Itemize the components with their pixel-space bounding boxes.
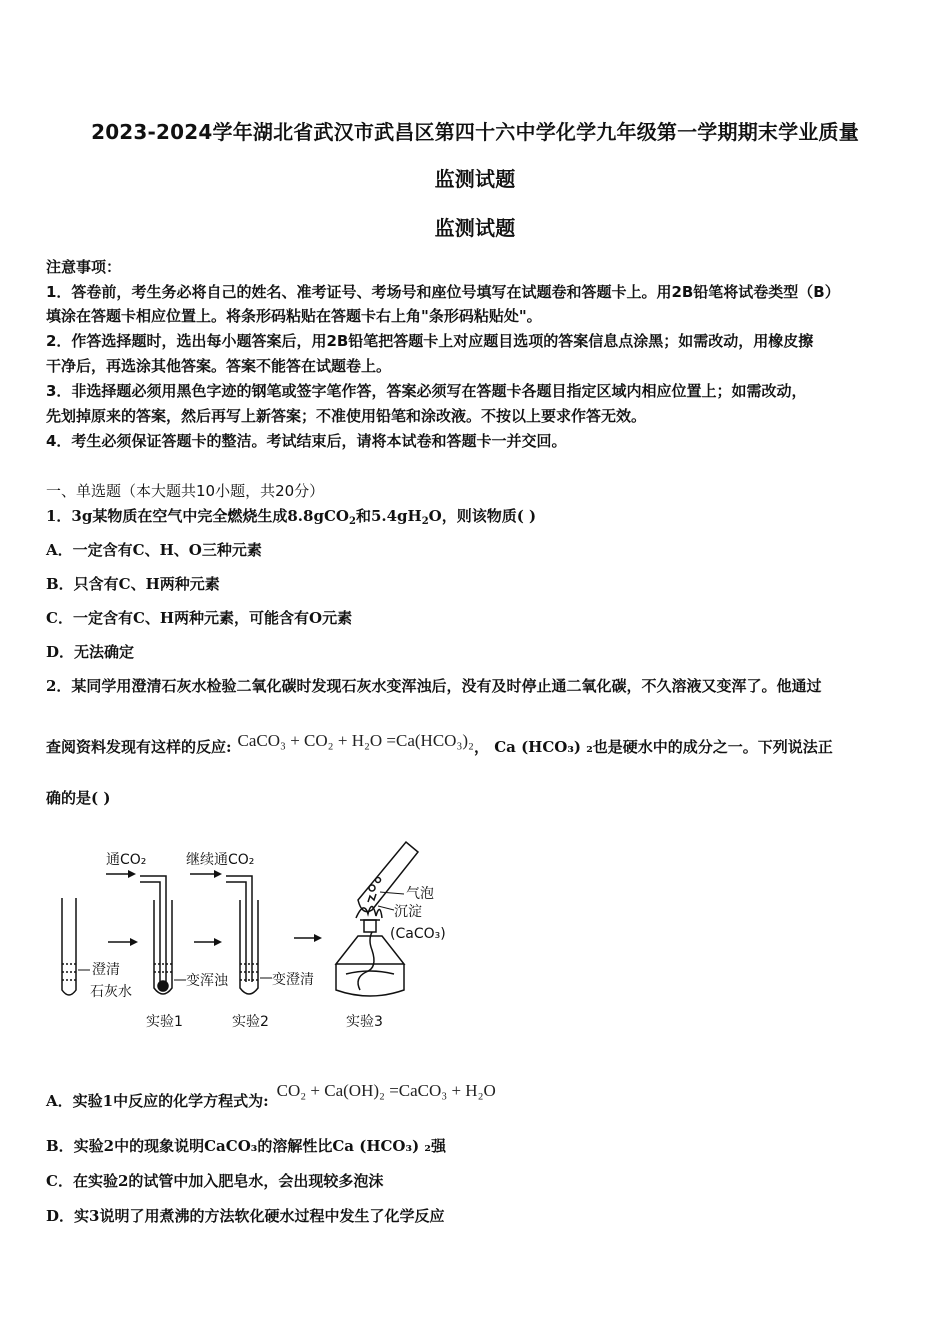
q1-stem — [46, 505, 908, 527]
notice-line-3: 2．作答选择题时，选出每小题答案后，用2B铅笔把答题卡上对应题目选项的答案信息点涂黑；如需改动，用橡皮擦 — [46, 332, 814, 350]
q2-option-a — [46, 1080, 908, 1110]
label-tong-co2: 通CO₂ — [106, 852, 147, 868]
pointer-qipao — [380, 892, 404, 894]
label-bianchengqing: 变澄清 — [272, 972, 314, 988]
label-jixu-co2: 继续通CO₂ — [186, 852, 255, 868]
notice-line-2: 填涂在答题卡相应位置上。将条形码粘贴在答题卡右上角"条形码粘贴处"。 — [46, 307, 542, 325]
q1-option-a: A．一定含有C、H、O三种元素 — [46, 541, 262, 559]
label-chengqing: 澄清 — [92, 962, 120, 978]
notice-heading: 注意事项： — [46, 258, 122, 276]
q2-equation: CaCO₃ + CO₂ + H₂O =Ca(HCO₃)₂ — [237, 731, 474, 750]
section-heading: 一、单选题（本大题共10小题，共20分） — [46, 482, 325, 500]
label-exp2: 实验2 — [232, 1014, 269, 1030]
notice-line-4: 干净后，再选涂其他答案。答案不能答在试题卷上。 — [46, 357, 392, 375]
notice-line-1: 1．答卷前，考生务必将自己的姓名、准考证号、考场号和座位号填写在试题卷和答题卡上。用2B铅笔将试卷类型（B） — [46, 283, 840, 301]
arrow-1 — [108, 938, 138, 946]
label-exp1: 实验1 — [146, 1014, 183, 1030]
co2-inlet-arrow-1 — [106, 870, 136, 878]
arrow-2 — [194, 938, 222, 946]
q2-option-a-text: A．实验1中反应的化学方程式为: — [46, 1092, 269, 1110]
label-shihuishui: 石灰水 — [90, 984, 132, 1000]
experiment-figure — [50, 840, 490, 1040]
q2-stem-line1: 2．某同学用澄清石灰水检验二氧化碳时发现石灰水变浑浊后，没有及时停止通二氧化碳，不久溶液又变浑了。他通过 — [46, 677, 822, 695]
label-chendian: 沉淀 — [394, 904, 422, 920]
q2-option-c: C．在实验2的试管中加入肥皂水，会出现较多泡沫 — [46, 1172, 384, 1190]
q1-stem-part-c: O，则该物质( ) — [428, 507, 537, 525]
q2-option-d: D．实3说明了用煮沸的方法软化硬水过程中发生了化学反应 — [46, 1207, 445, 1225]
test-tube-exp1 — [140, 876, 172, 994]
label-bianhunzhuo: 变浑浊 — [186, 973, 228, 989]
q1-option-c: C．一定含有C、H两种元素，可能含有O元素 — [46, 609, 353, 627]
q1-option-b: B．只含有C、H两种元素 — [46, 575, 220, 593]
notice-line-6: 先划掉原来的答案，然后再写上新答案；不准使用铅笔和涂改液。不按以上要求作答无效。 — [46, 407, 647, 425]
arrow-3 — [294, 934, 322, 942]
q2-option-a-equation: CO₂ + Ca(OH)₂ =CaCO₃ + H₂O — [276, 1081, 496, 1100]
label-exp3: 实验3 — [346, 1014, 383, 1030]
q2-stem-line2 — [46, 730, 908, 756]
exam-title-line3: 监测试题 — [434, 216, 516, 240]
test-tube-exp2 — [226, 876, 258, 994]
co2-inlet-arrow-2 — [190, 870, 222, 878]
label-caco3: (CaCO₃) — [390, 926, 446, 942]
notice-line-5: 3．非选择题必须用黑色字迹的钢笔或签字笔作答，答案必须写在答题卡各题目指定区域内相应位置上；如需改动， — [46, 382, 807, 400]
q2-stem-line3: 确的是( ) — [46, 789, 111, 807]
q1-option-d: D．无法确定 — [46, 643, 135, 661]
test-tube-start — [62, 898, 76, 995]
q1-stem-sub-2: 2 — [421, 516, 429, 527]
label-qipao: 气泡 — [406, 886, 434, 902]
exam-title-line1: 2023-2024学年湖北省武汉市武昌区第四十六中学化学九年级第一学期期末学业质量 — [91, 120, 859, 144]
q1-stem-part-b: 和5.4gH — [355, 507, 422, 525]
q2-stem-line2-a: 查阅资料发现有这样的反应: — [46, 738, 232, 756]
q2-stem-line2-b: ， Ca (HCO₃) ₂也是硬水中的成分之一。下列说法正 — [473, 738, 833, 756]
q1-stem-part-a: 1．3g某物质在空气中完全燃烧生成8.8gCO — [46, 507, 349, 525]
q2-option-b: B．实验2中的现象说明CaCO₃的溶解性比Ca (HCO₃) ₂强 — [46, 1137, 446, 1155]
exam-title-line2: 监测试题 — [434, 167, 516, 191]
q1-stem-sub-1: 2 — [348, 516, 356, 527]
notice-line-7: 4．考生必须保证答题卡的整洁。考试结束后，请将本试卷和答题卡一并交回。 — [46, 432, 567, 450]
